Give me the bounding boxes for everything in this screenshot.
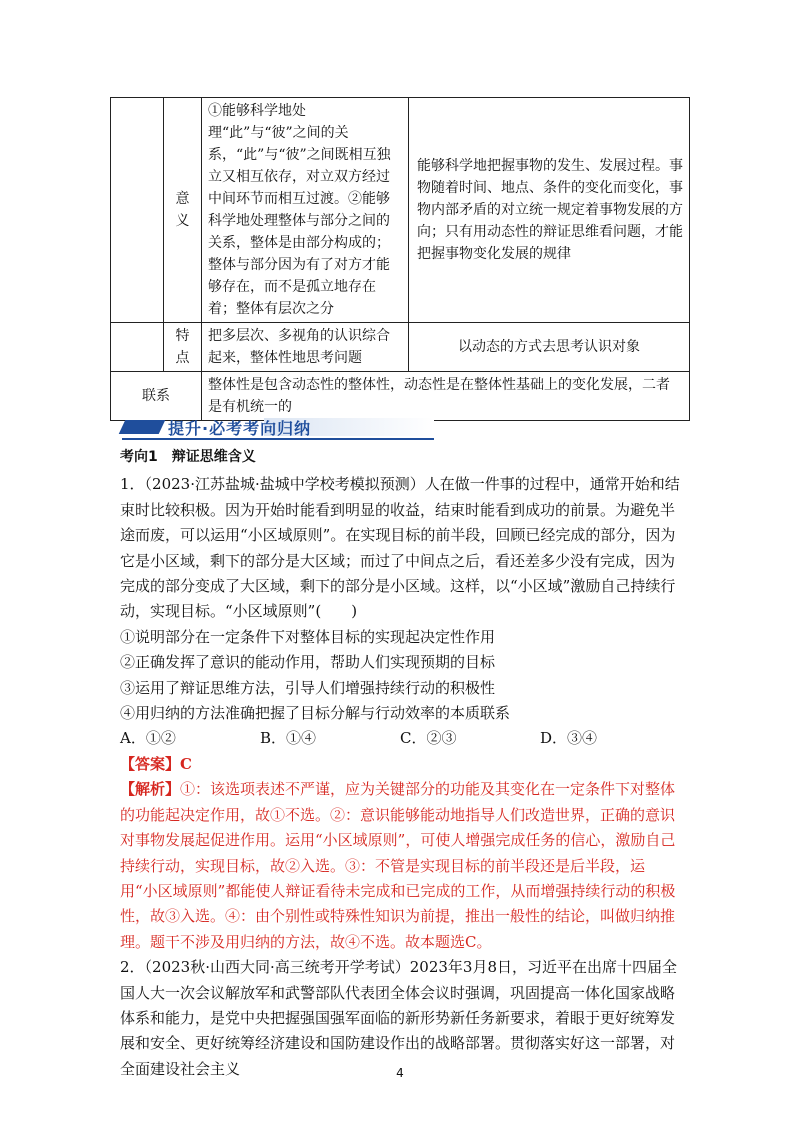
option-d: D．③④ [540,729,598,748]
question-1-item: ①说明部分在一定条件下对整体目标的实现起决定性作用 [120,627,496,646]
question-1-stem: 1．（2023·江苏盐城·盐城中学校考模拟预测）人在做一件事的过程中，通常开始和结束时比较积极。因为开始时能看到明显的收益，结束时能看到成功的前景。为避免半途而废，可以运用“小区域原则”。在实现目标的前半段，回顾已经完成的部分，因为它是小区域，剩下的部分是大区域；而过了中间点之后，看还差多少没有完成，因为完成的部分变成了大区域，剩下的部分是小区域。这样，以“小区域”激励自己持续行动，实现目标。“小区域原则”( ) [120,475,680,621]
section-banner [114,414,434,440]
analysis-text: ①：该选项表述不严谨，应为关键部分的功能及其变化在一定条件下对整体的功能起决定作用，故①不选。②：意识能够能动地指导人们改造世界，正确的意识对事物发展起促进作用。运用“小区域原则”，可使人增强完成任务的信心，激励自己持续行动，实现目标，故②入选。③：不管是实现目标的前半段还是后半段，运用“小区域原则”都能使人辩证看待未完成和已完成的工作，从而增强持续行动的积极性，故③入选。④：由个别性或特殊性知识为前提，推出一般性的结论，叫做归纳推理。题干不涉及用归纳的方法，故④不选。故本题选C。 [120,780,676,951]
table-cell-connection-text: 整体性是包含动态性的整体性，动态性是在整体性基础上的变化发展，二者是有机统一的 [202,372,690,421]
question-1-item: ④用归纳的方法准确把握了目标分解与行动效率的本质联系 [120,704,511,723]
table-row-meaning [111,98,690,323]
comparison-table [110,97,690,421]
table-cell-meaning-label: 意义 [164,98,202,323]
table-row-features [111,323,690,372]
question-1-answer [120,752,682,777]
table-cell-dynamic-features: 以动态的方式去思考认识对象 [409,323,690,372]
table-cell-dynamic-meaning: 能够科学地把握事物的发生、发展过程。事物随着时间、地点、条件的变化而变化，事物内部矛盾的对立统一规定着事物发展的方向；只有用动态性的辩证思维看问题，才能把握事物变化发展的规律 [409,98,690,323]
question-1-item: ③运用了辩证思维方法，引导人们增强持续行动的积极性 [120,678,496,697]
analysis-label: 【解析】 [120,780,181,799]
question-1-options [120,726,680,751]
answer-value: C [180,754,192,773]
table-cell-empty [111,323,164,372]
banner-underline [122,438,434,440]
answer-label: 【答案】 [120,754,181,773]
question-1-analysis [120,777,682,955]
option-a: A．①② [120,729,176,748]
table-cell-label-empty [111,98,164,323]
question-2-stem: 2．（2023秋·山西大同·高三统考开学考试）2023年3月8日，习近平在出席十四届全国人大一次会议解放军和武警部队代表团全体会议时强调，巩固提高一体化国家战略体系和能力，是党中央把握强国强军面临的新形势新任务新要求，着眼于更好统筹发展和安全、更好统筹经济建设和国防建设作出的战略部署。贯彻落实好这一部署，对全面建设社会主义 [120,958,678,1078]
banner-title: 提升·必考考向归纳 [168,419,312,438]
table-cell-connection-label: 联系 [111,372,202,421]
section-heading: 考向1 辩证思维含义 [120,449,256,465]
banner-bar-icon [119,420,166,434]
option-c: C．②③ [400,729,457,748]
option-b: B．①④ [260,729,317,748]
table-cell-holistic-meaning: ①能够科学地处理“此”与“彼”之间的关系，“此”与“彼”之间既相互独立又相互依存，对立双方经过中间环节而相互过渡。②能够科学地处理整体与部分之间的关系，整体是由部分构成的；整体与部分因为有了对方才能够存在，而不是孤立地存在着；整体有层次之分 [202,98,409,323]
table-cell-features-label: 特点 [164,323,202,372]
question-1-item: ②正确发挥了意识的能动作用，帮助人们实现预期的目标 [120,653,496,672]
content-body [120,445,682,1082]
table-cell-holistic-features: 把多层次、多视角的认识综合起来，整体性地思考问题 [202,323,409,372]
page-number: 4 [396,1066,404,1080]
